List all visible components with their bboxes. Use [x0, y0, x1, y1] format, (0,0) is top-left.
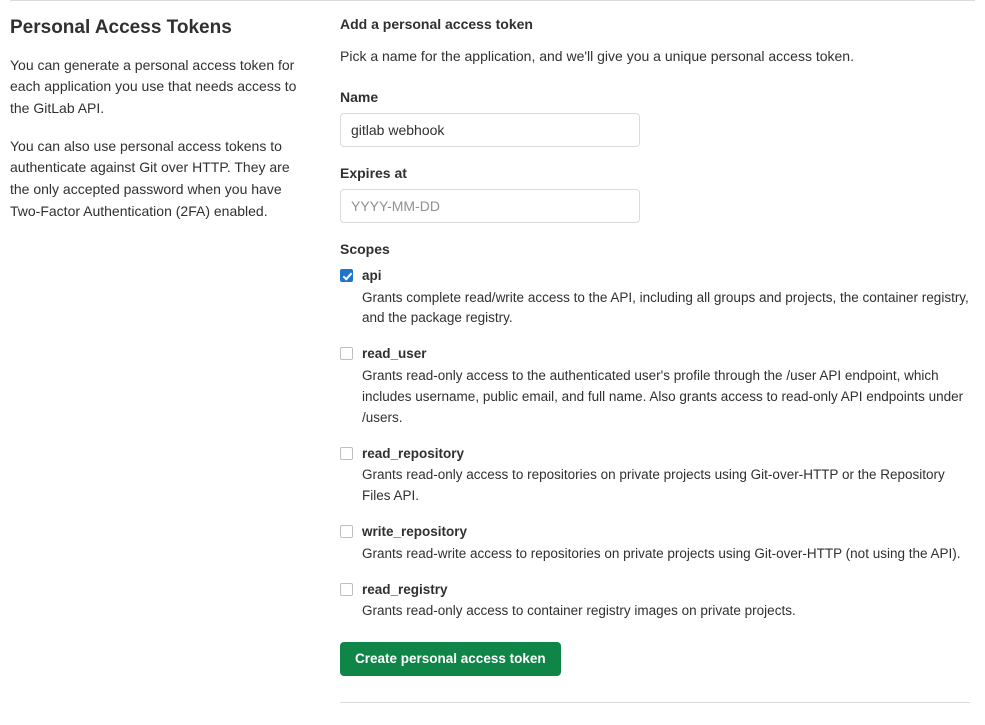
scope-description-read-repository: Grants read-only access to repositories on private projects using Git-over-HTTP or the Repository Files API. — [362, 467, 945, 504]
form-subtitle: Pick a name for the application, and we'll give you a unique personal access token. — [340, 48, 854, 64]
scope-row-api — [340, 267, 970, 329]
scope-checkbox-write-repository[interactable] — [340, 525, 353, 538]
name-input[interactable] — [340, 113, 640, 147]
page-title: Personal Access Tokens — [10, 17, 232, 38]
create-token-button[interactable]: Create personal access token — [340, 642, 561, 676]
scope-name-read-registry: read_registry — [362, 581, 448, 597]
scope-name-write-repository: write_repository — [362, 524, 468, 540]
top-divider — [10, 0, 975, 1]
scope-description-write-repository: Grants read-write access to repositories on private projects using Git-over-HTTP (not using the API). — [362, 545, 961, 561]
scope-checkbox-api[interactable] — [340, 269, 353, 282]
scope-name-read-repository: read_repository — [362, 445, 465, 461]
expires-field-group — [340, 165, 970, 223]
name-label: Name — [340, 89, 379, 105]
expires-label: Expires at — [340, 165, 407, 181]
info-paragraph-2: You can also use personal access tokens to authenticate against Git over HTTP. They are the only accepted password when you have Two-Factor Authentication (2FA) enabled. — [10, 137, 290, 219]
name-field-group — [340, 89, 970, 147]
token-form-column — [330, 16, 985, 703]
bottom-divider — [340, 702, 970, 703]
scopes-label: Scopes — [340, 241, 390, 257]
scope-description-read-user: Grants read-only access to the authenticated user's profile through the /user API endpoint, which includes username, public email, and full name. Also grants access to read-only API endpoints under /users. — [362, 367, 964, 425]
scope-description-api: Grants complete read/write access to the API, including all groups and projects, the container registry, and the package registry. — [362, 289, 969, 326]
scope-row-write-repository — [340, 523, 970, 564]
info-column — [0, 16, 330, 703]
scope-checkbox-read-repository[interactable] — [340, 447, 353, 460]
expires-at-input[interactable] — [340, 189, 640, 223]
scope-row-read-repository — [340, 445, 970, 507]
scope-checkbox-read-user[interactable] — [340, 347, 353, 360]
info-paragraph-1: You can generate a personal access token for each application you use that needs access to the GitLab API. — [10, 56, 297, 117]
scope-row-read-registry — [340, 581, 970, 622]
scope-name-api: api — [362, 268, 382, 283]
scope-row-read-user — [340, 345, 970, 428]
scope-name-read-user: read_user — [362, 346, 427, 362]
scope-checkbox-read-registry[interactable] — [340, 583, 353, 596]
form-title: Add a personal access token — [340, 16, 533, 32]
scope-description-read-registry: Grants read-only access to container registry images on private projects. — [362, 603, 796, 619]
